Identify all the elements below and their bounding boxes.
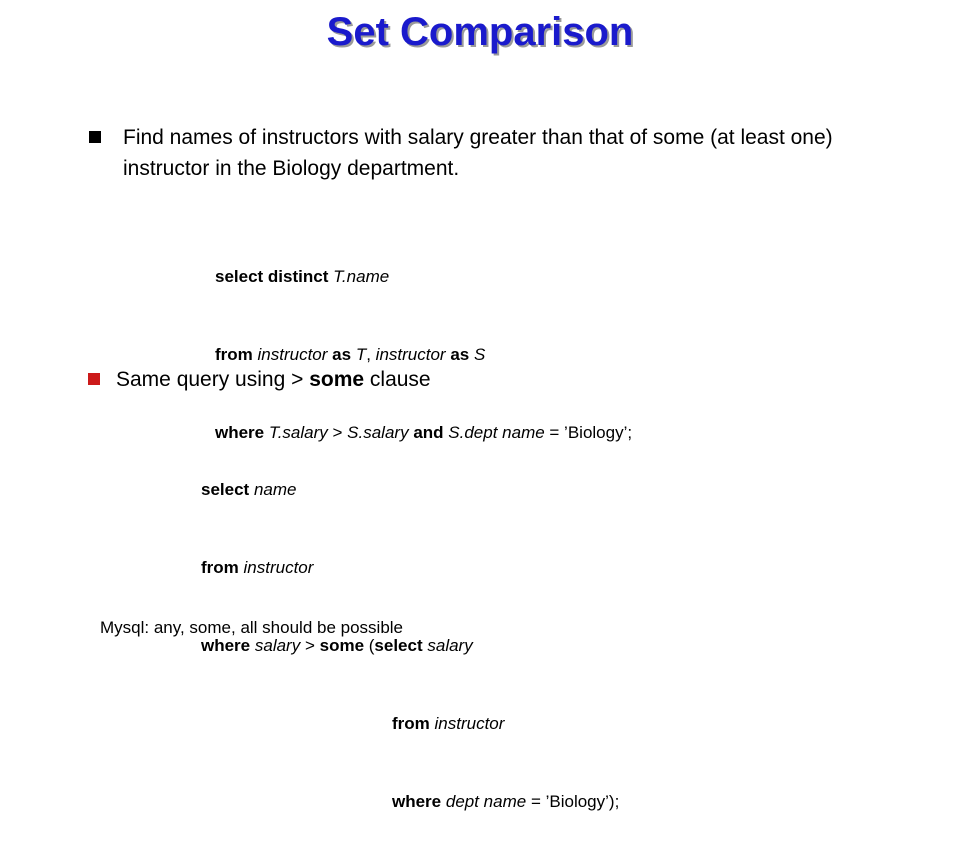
sql-line: select distinct T.name (215, 267, 390, 286)
bullet-item-2 (116, 364, 836, 395)
sql-line: from instructor (201, 558, 314, 577)
sql-line: where dept name = ’Biology’); (392, 792, 620, 811)
sql-line: from instructor as T, instructor as S (215, 345, 486, 364)
sql-line: where salary > some (select salary (201, 636, 473, 655)
sql-line: where T.salary > S.salary and S.dept name = ’Biology’; (215, 423, 633, 442)
bullet-text: Same query using > some clause (116, 368, 431, 391)
square-bullet-icon (89, 131, 101, 143)
bullet-item-1 (123, 122, 843, 184)
mysql-note: Mysql: any, some, all should be possible (100, 618, 404, 637)
sql-line: from instructor (392, 714, 505, 733)
slide-title: Set Comparison (326, 10, 634, 54)
bullet-text: Find names of instructors with salary greater than that of some (at least one) instructor in the Biology department. (123, 126, 833, 180)
sql-query-2 (201, 425, 619, 867)
square-bullet-icon (88, 373, 100, 385)
sql-line: select name (201, 480, 297, 499)
keyword-some: some (309, 368, 365, 391)
